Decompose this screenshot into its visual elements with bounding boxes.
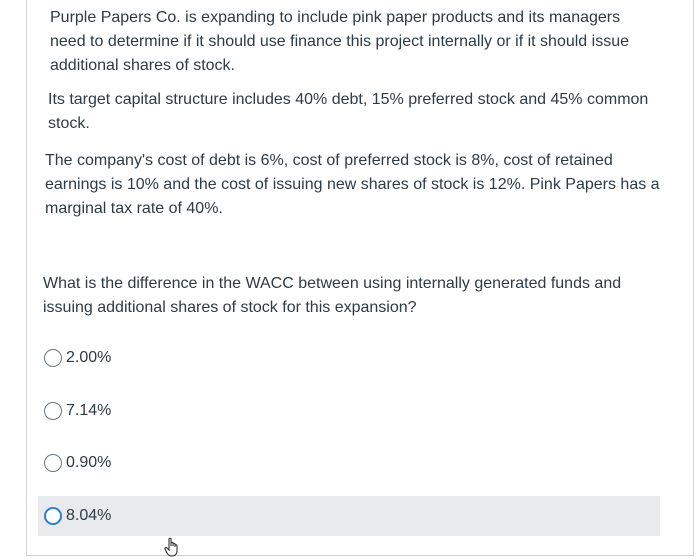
hand-pointer-cursor-icon xyxy=(163,537,181,557)
radio-button-icon[interactable] xyxy=(44,507,62,525)
answer-option-2[interactable] xyxy=(38,391,660,431)
answer-option-1[interactable] xyxy=(38,338,660,378)
answer-option-3[interactable] xyxy=(38,443,660,483)
radio-button-icon[interactable] xyxy=(44,454,62,472)
answer-option-4[interactable] xyxy=(38,496,660,536)
question-paragraph-intro: Purple Papers Co. is expanding to include pink paper products and its managers need to determine if it should use finance this project internally or if it should issue additional shares of stock. xyxy=(50,9,629,74)
question-prompt: What is the difference in the WACC between using internally generated funds and issuing additional shares of stock for this expansion? xyxy=(43,275,622,316)
answer-option-label: 8.04% xyxy=(66,507,112,524)
question-paragraph-costs: The company's cost of debt is 6%, cost of preferred stock is 8%, cost of retained earnings is 10% and the cost of issuing new shares of stock is 12%. Pink Papers has a marginal tax rate of 40%. xyxy=(45,152,660,217)
radio-button-icon[interactable] xyxy=(44,349,62,367)
question-paragraph-capital-structure: Its target capital structure includes 40% debt, 15% preferred stock and 45% common stock. xyxy=(48,91,649,132)
answer-option-label: 0.90% xyxy=(66,454,112,471)
radio-button-icon[interactable] xyxy=(44,402,62,420)
answer-option-label: 7.14% xyxy=(66,402,112,419)
answer-option-label: 2.00% xyxy=(66,349,112,366)
